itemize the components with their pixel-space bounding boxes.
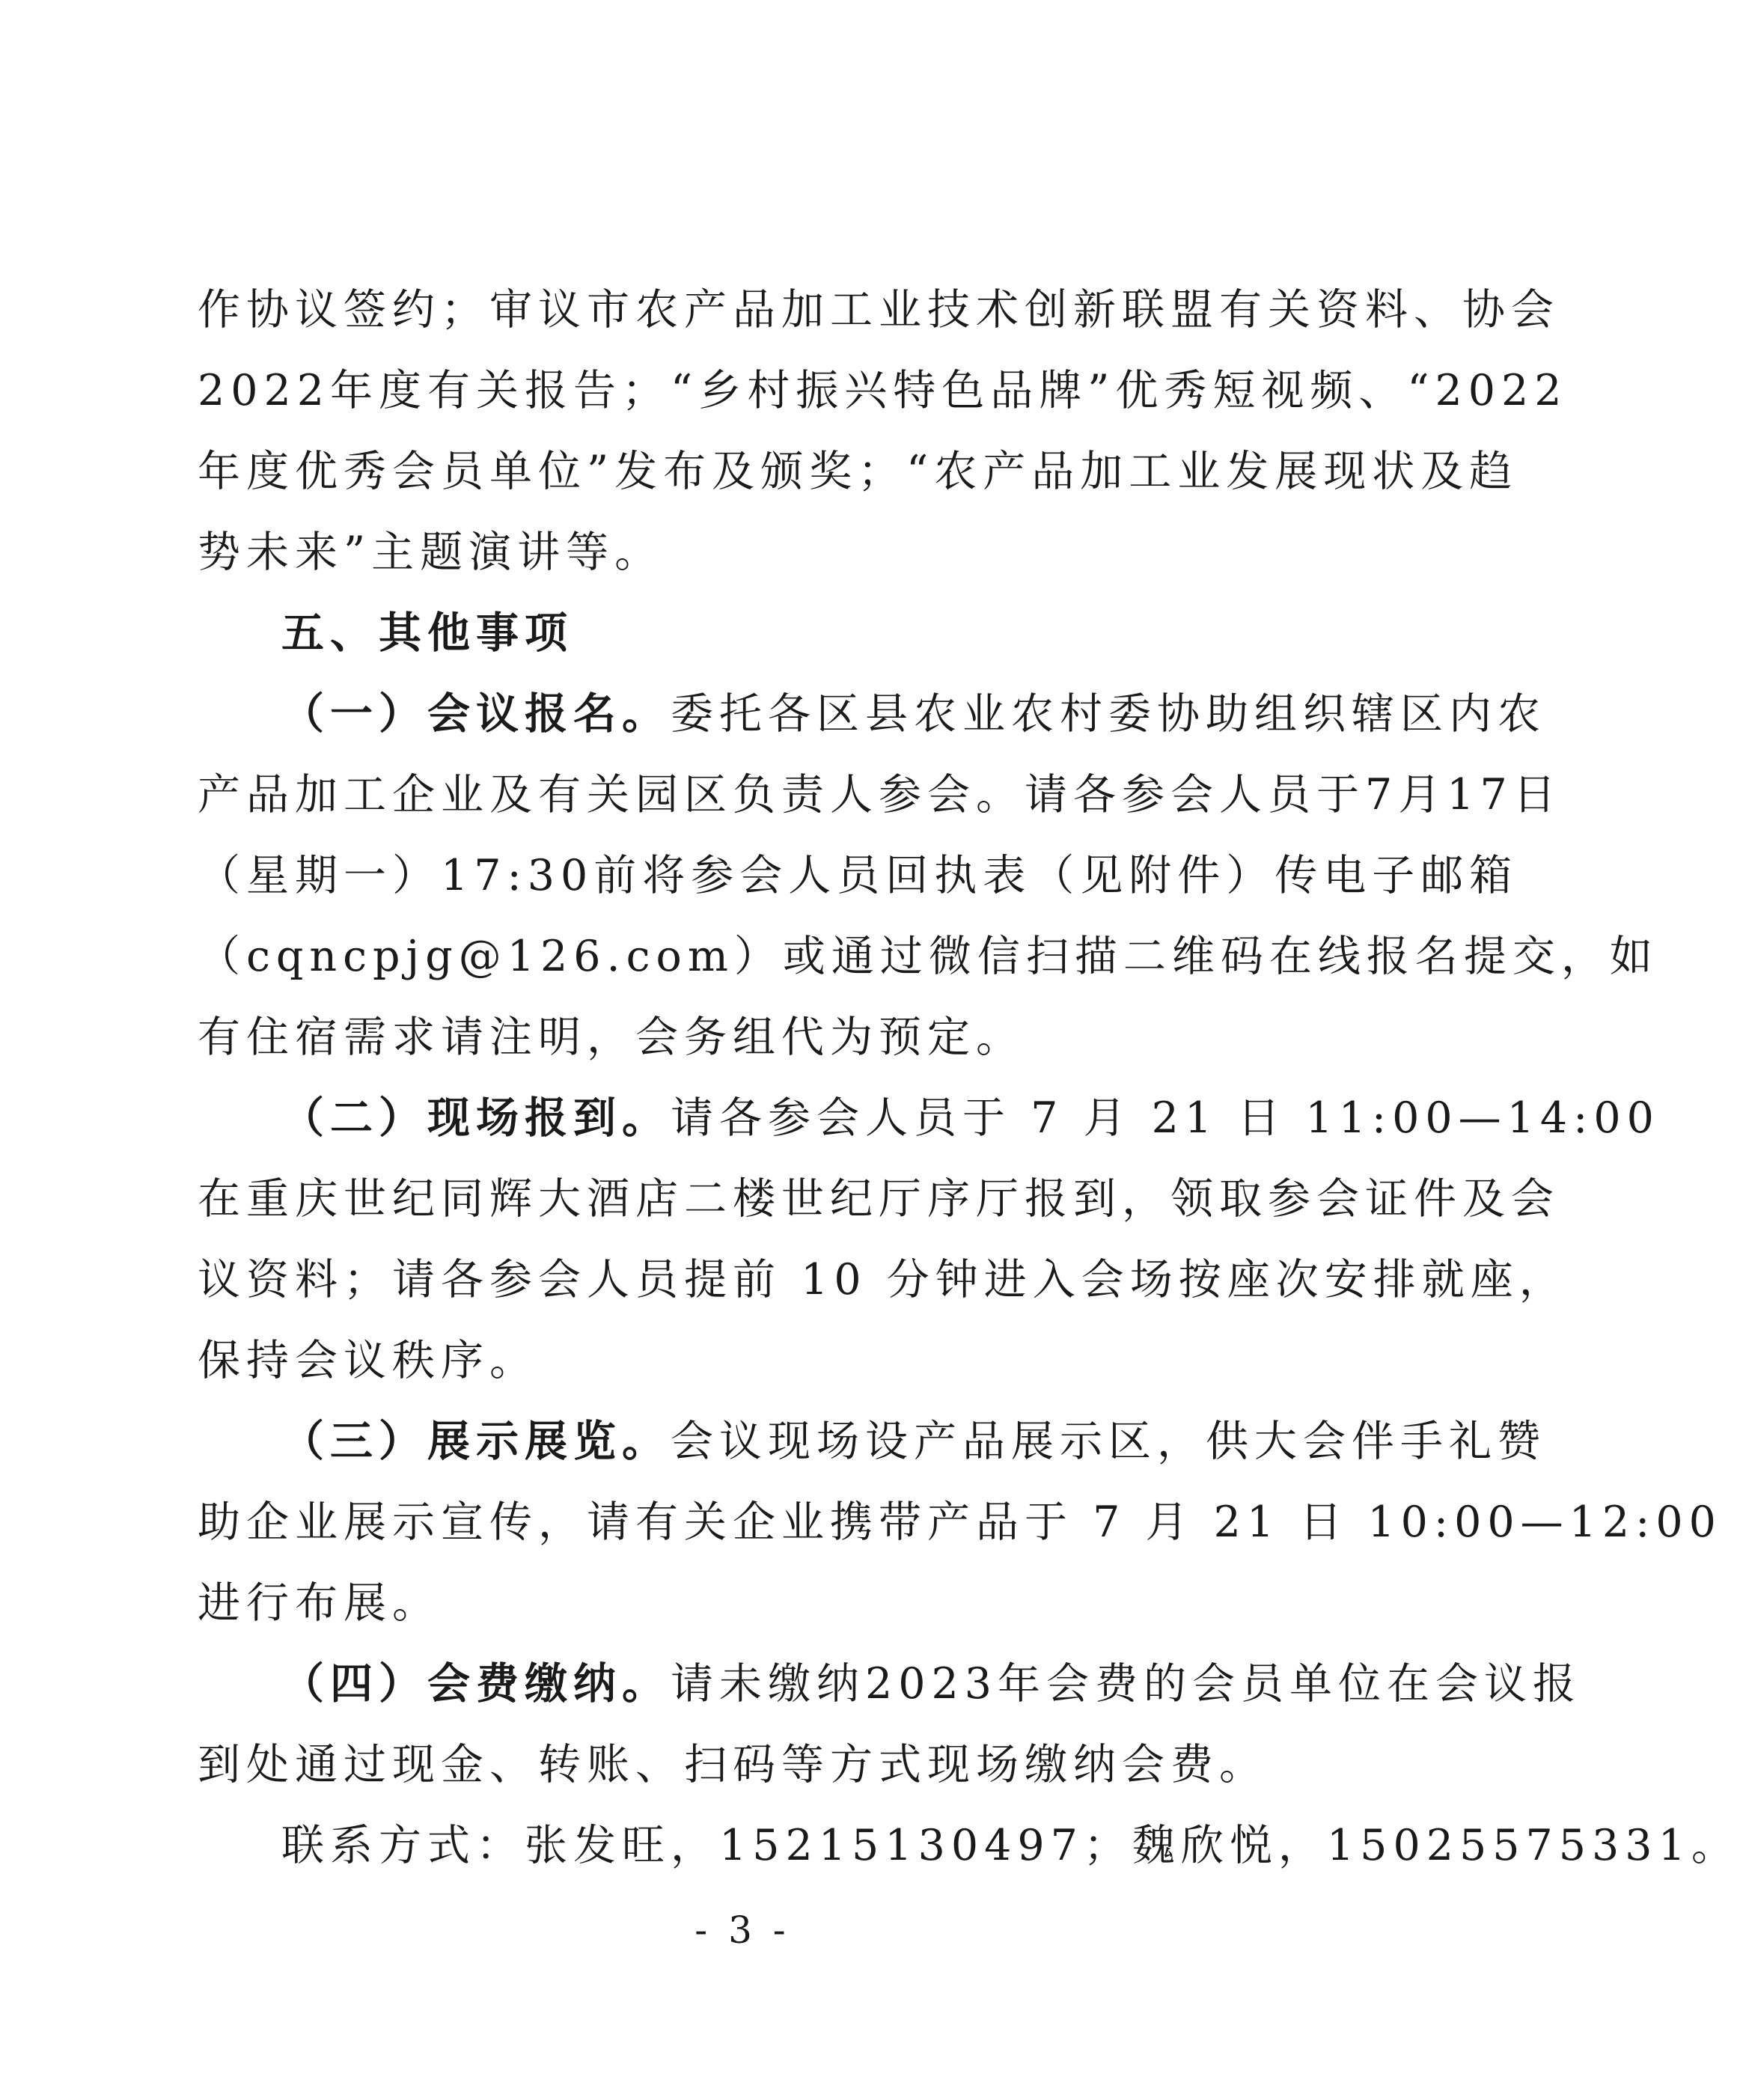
item-4-text: 请未缴纳2023年会费的会员单位在会议报 [671, 1659, 1582, 1709]
page-number: - 3 - [695, 1908, 790, 1952]
item-1-label: （一）会议报名。 [281, 689, 671, 739]
item-1-first-line [198, 674, 1546, 754]
item-3-text: 会议现场设产品展示区，供大会伴手礼赞 [671, 1417, 1546, 1466]
paragraph-line: 保持会议秩序。 [198, 1336, 538, 1385]
paragraph-line: 作协议签约；审议市农产品加工业技术创新联盟有关资料、协会 [198, 285, 1560, 335]
item-3-label: （三）展示展览。 [281, 1417, 671, 1466]
paragraph-line: 在重庆世纪同辉大酒店二楼世纪厅序厅报到，领取参会证件及会 [198, 1174, 1560, 1224]
paragraph-line: 产品加工企业及有关园区负责人参会。请各参会人员于7月17日 [198, 770, 1562, 819]
item-4-first-line [198, 1643, 1582, 1724]
item-2-text: 请各参会人员于 7 月 21 日 11:00—14:00 [671, 1093, 1660, 1143]
paragraph-line: （cqncpjg@126.com）或通过微信扫描二维码在线报名提交，如 [198, 932, 1658, 981]
item-2-label: （二）现场报到。 [281, 1093, 671, 1143]
paragraph-line: 年度优秀会员单位”发布及颁奖；“农产品加工业发展现状及趋 [198, 447, 1518, 496]
paragraph-line: 助企业展示宣传，请有关企业携带产品于 7 月 21 日 10:00—12:00 [198, 1498, 1722, 1547]
paragraph-line: 到处通过现金、转账、扫码等方式现场缴纳会费。 [198, 1740, 1268, 1789]
contact-line: 联系方式：张发旺，15215130497；魏欣悦，15025575331。 [281, 1821, 1740, 1870]
paragraph-line: 势未来”主题演讲等。 [198, 528, 664, 577]
item-4-label: （四）会费缴纳。 [281, 1659, 671, 1709]
item-2-first-line [198, 1078, 1660, 1159]
paragraph-line: 2022年度有关报告；“乡村振兴特色品牌”优秀短视频、“2022 [198, 366, 1568, 415]
item-1-text: 委托各区县农业农村委协助组织辖区内农 [671, 689, 1546, 739]
paragraph-line: （星期一）17:30前将参会人员回执表（见附件）传电子邮箱 [198, 851, 1518, 900]
document-body [198, 269, 1740, 1886]
paragraph-line: 议资料；请各参会人员提前 10 分钟进入会场按座次安排就座， [198, 1255, 1568, 1304]
paragraph-line: 有住宿需求请注明，会务组代为预定。 [198, 1013, 1025, 1062]
section-heading: 五、其他事项 [281, 608, 573, 658]
item-3-first-line [198, 1401, 1546, 1482]
paragraph-line: 进行布展。 [198, 1578, 441, 1628]
